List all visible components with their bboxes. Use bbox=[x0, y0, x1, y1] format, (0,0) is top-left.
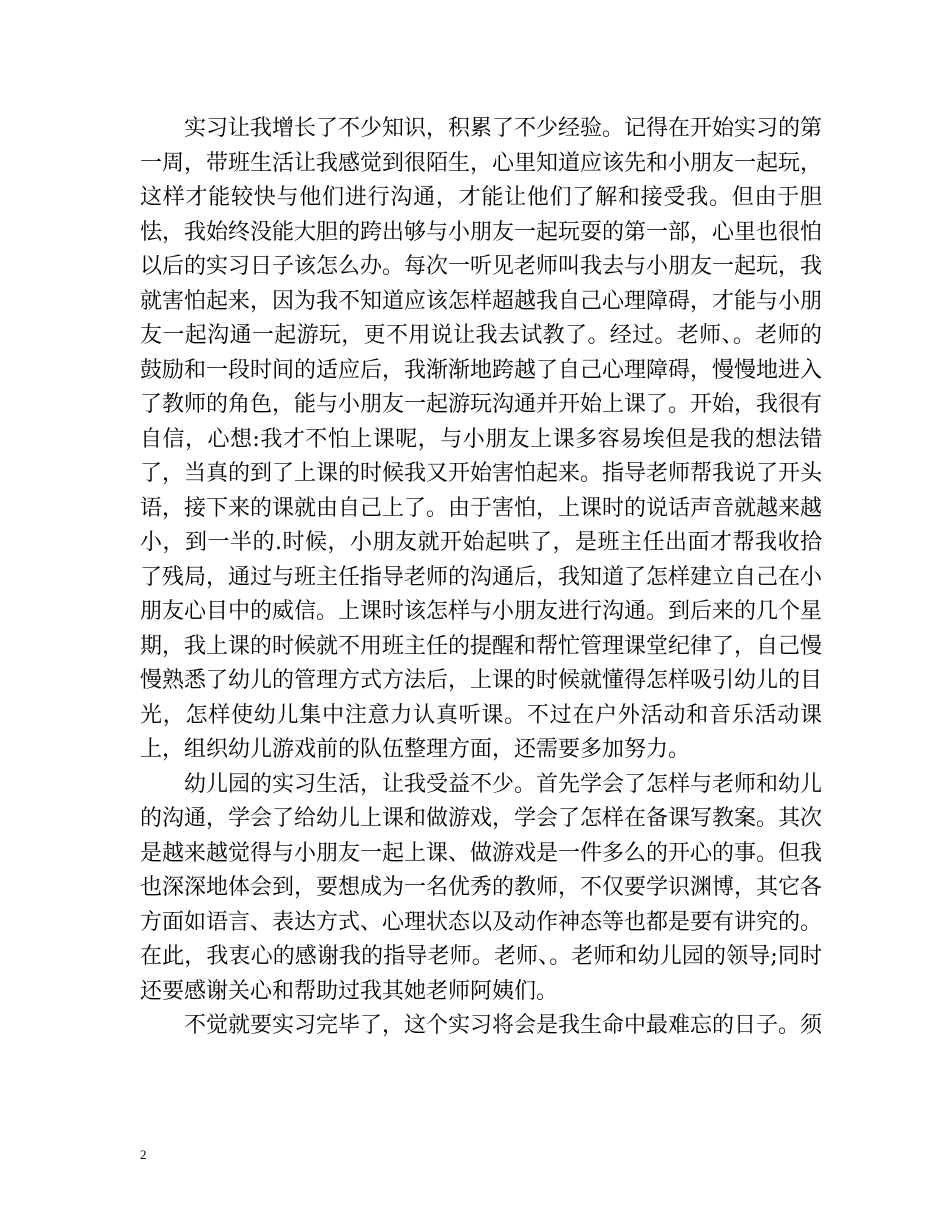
paragraph-internship-experience: 实习让我增长了不少知识，积累了不少经验。记得在开始实习的第一周，带班生活让我感觉到很陌生，心里知道应该先和小朋友一起玩，这样才能较快与他们进行沟通，才能让他们了解和接受我。但由于胆怯，我始终没能大胆的跨出够与小朋友一起玩耍的第一部，心里也很怕以后的实习日子该怎么办。每次一听见老师叫我去与小朋友一起玩，我就害怕起来，因为我不知道应该怎样超越我自己心理障碍，才能与小朋友一起沟通一起游玩，更不用说让我去试教了。经过。老师、。老师的鼓励和一段时间的适应后，我渐渐地跨越了自己心理障碍，慢慢地进入了教师的角色，能与小朋友一起游玩沟通并开始上课了。开始，我很有自信，心想:我才不怕上课呢，与小朋友上课多容易埃但是我的想法错了，当真的到了上课的时候我又开始害怕起来。指导老师帮我说了开头语，接下来的课就由自己上了。由于害怕，上课时的说话声音就越来越小，到一半的.时候，小朋友就开始起哄了，是班主任出面才帮我收拾了残局，通过与班主任指导老师的沟通后，我知道了怎样建立自己在小朋友心目中的威信。上课时该怎样与小朋友进行沟通。到后来的几个星期，我上课的时候就不用班主任的提醒和帮忙管理课堂纪律了，自己慢慢熟悉了幼儿的管理方式方法后，上课的时候就懂得怎样吸引幼儿的目光，怎样使幼儿集中注意力认真听课。不过在户外活动和音乐活动课上，组织幼儿游戏前的队伍整理方面，还需要多加努力。 bbox=[140, 116, 823, 762]
page-number: 2 bbox=[140, 1147, 147, 1162]
paragraph-internship-ending: 不觉就要实习完毕了，这个实习将会是我生命中最难忘的日子。须 bbox=[184, 1013, 823, 1038]
body-text bbox=[140, 112, 822, 1044]
paragraph-kindergarten-gains: 幼儿园的实习生活，让我受益不少。首先学会了怎样与老师和幼儿的沟通，学会了给幼儿上课和做游戏，学会了怎样在备课写教案。其次是越来越觉得与小朋友一起上课、做游戏是一件多么的开心的事。但我也深深地体会到，要想成为一名优秀的教师，不仅要学识渊博，其它各方面如语言、表达方式、心理状态以及动作神态等也都是要有讲究的。在此，我衷心的感谢我的指导老师。老师、。老师和幼儿园的领导;同时还要感谢关心和帮助过我其她老师阿姨们。 bbox=[140, 771, 823, 1004]
